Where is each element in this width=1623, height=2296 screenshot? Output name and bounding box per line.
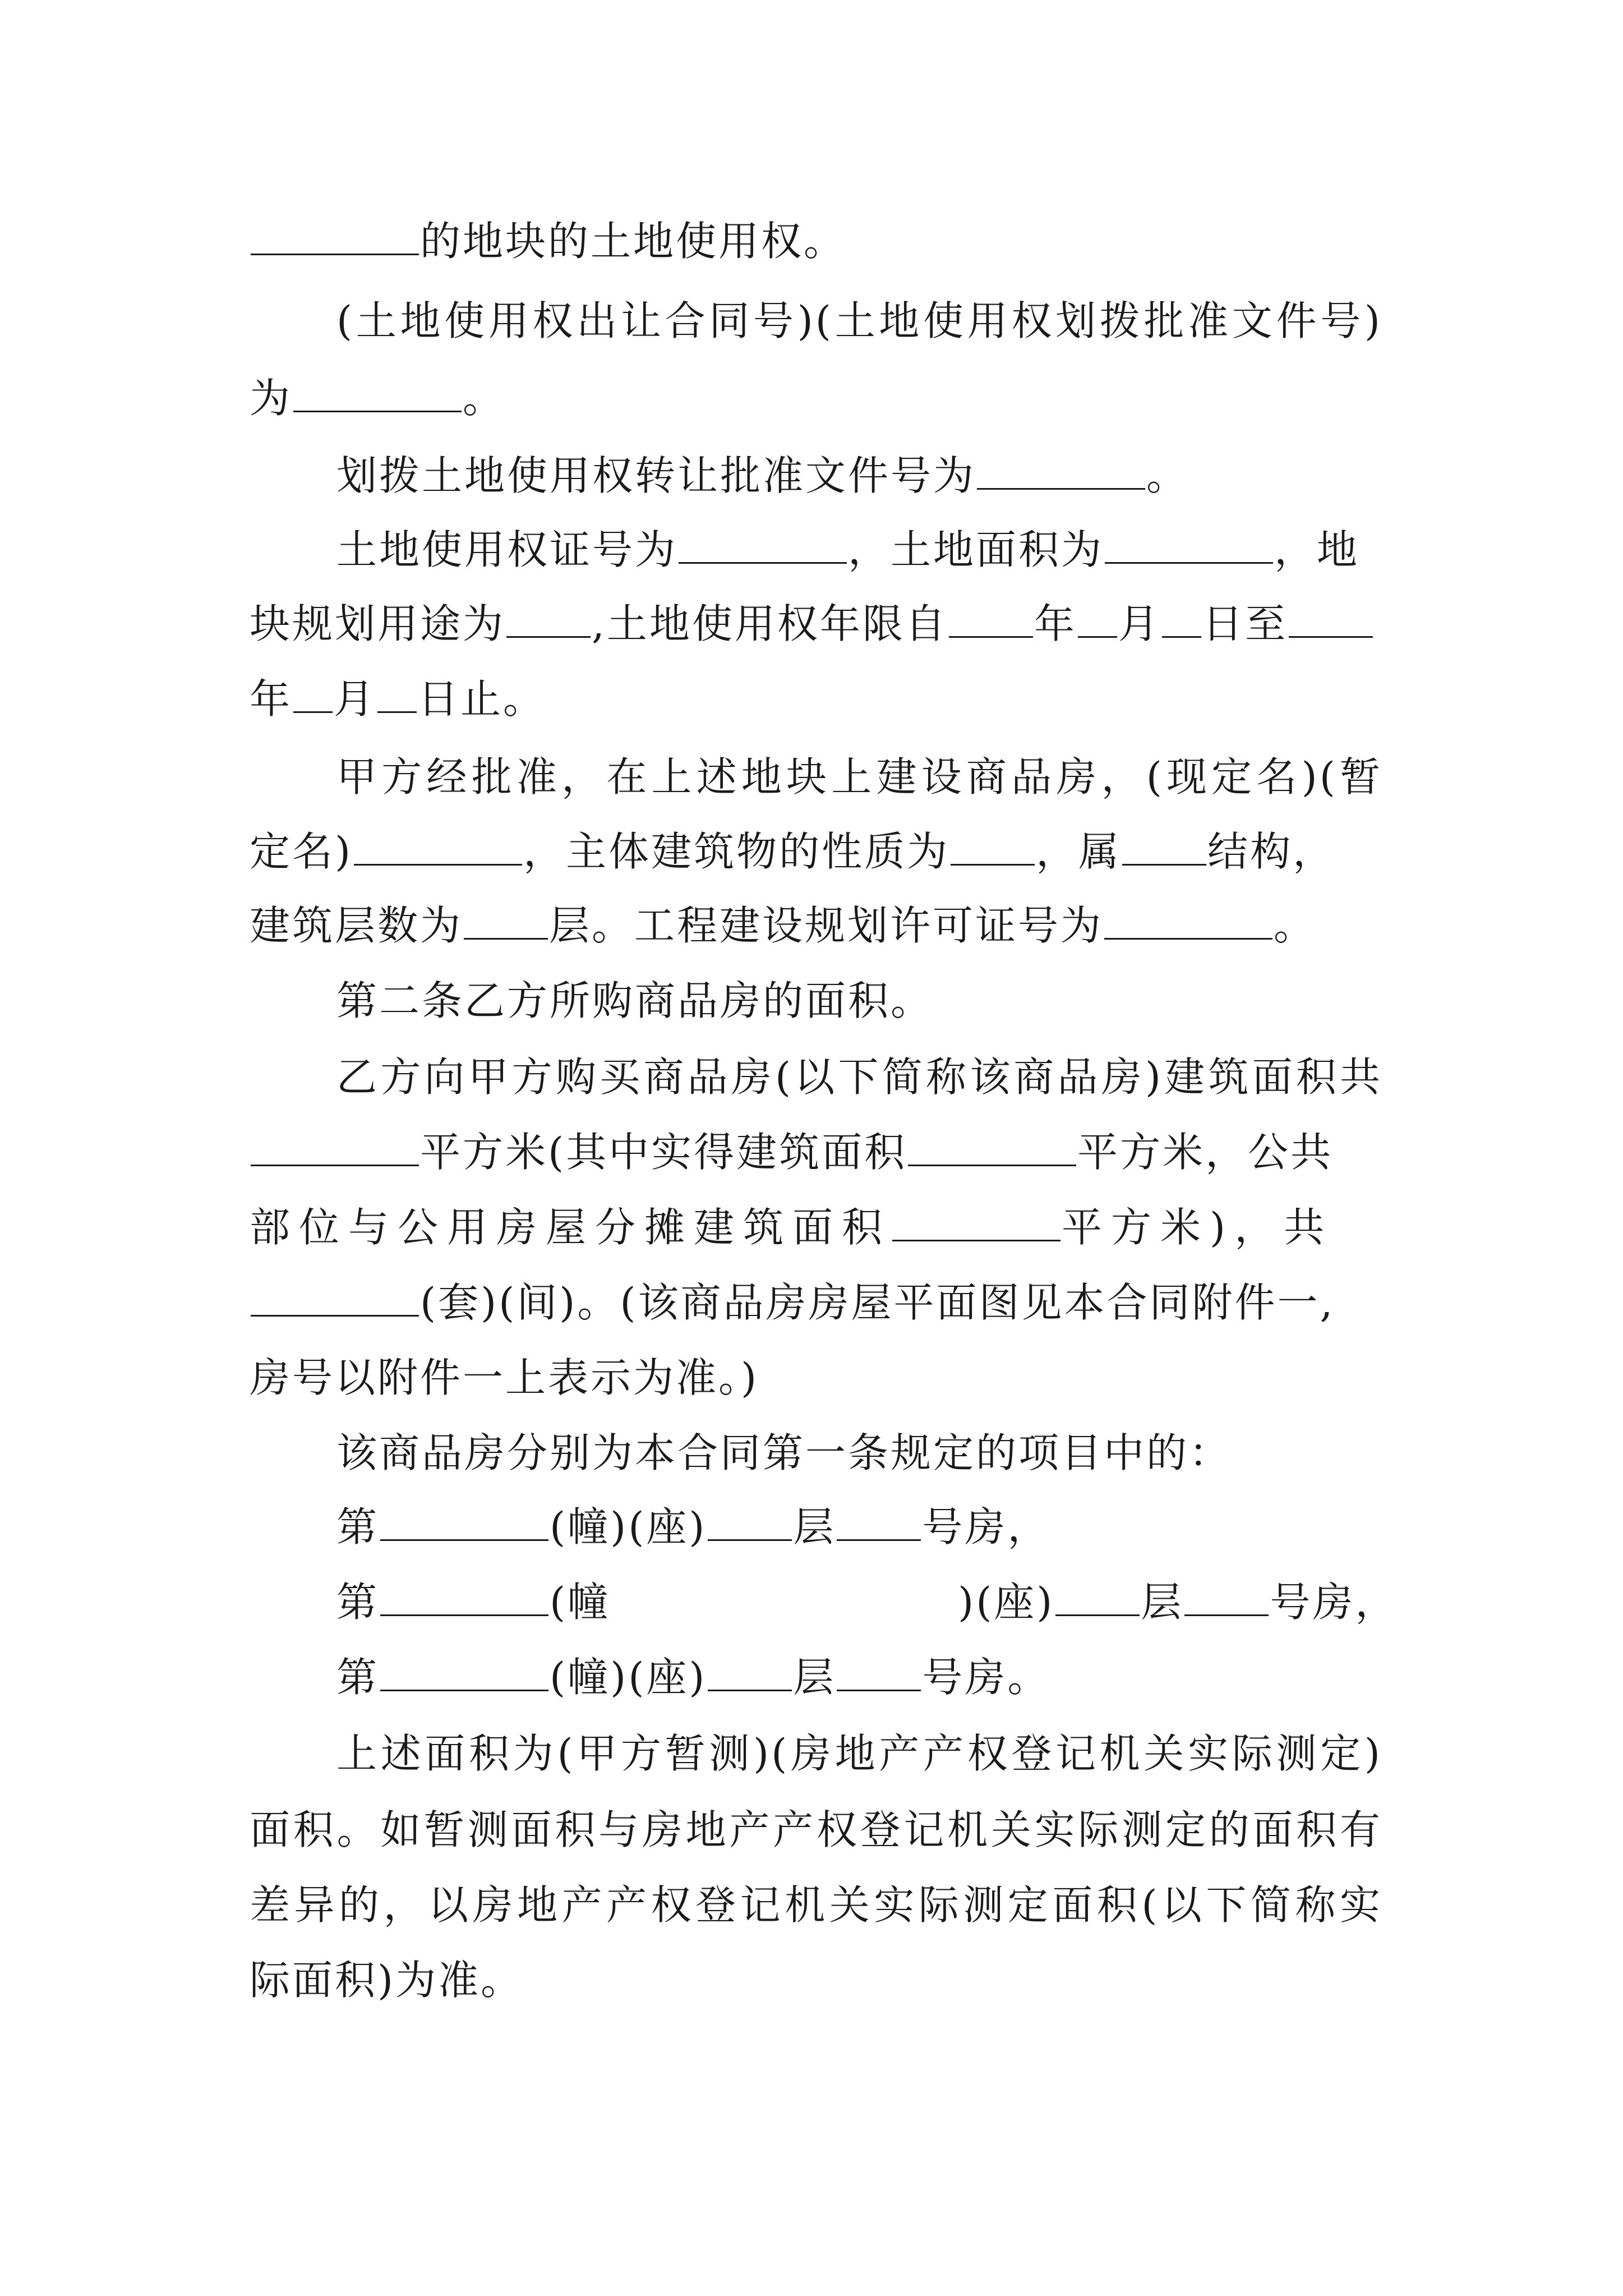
text-segment: 为 xyxy=(250,375,293,422)
text-line-room-number-note xyxy=(250,1350,1382,1406)
text-segment: 。 xyxy=(1146,452,1189,499)
text-segment: )(座) xyxy=(958,1579,1055,1626)
blank-field[interactable] xyxy=(951,825,1035,866)
text-segment: 月 xyxy=(1118,600,1161,647)
blank-field[interactable] xyxy=(464,899,548,940)
text-line-land-use-term xyxy=(250,596,1382,652)
text-segment: 号房。 xyxy=(922,1654,1050,1701)
section-heading-article-2 xyxy=(336,973,1382,1029)
text-line-term-end xyxy=(250,671,1382,727)
text-line-measurement-difference xyxy=(250,1802,1382,1858)
text-line-area-detail xyxy=(250,1124,1382,1180)
blank-field[interactable] xyxy=(380,1650,548,1691)
text-segment: 日止。 xyxy=(418,675,546,723)
text-segment: 第 xyxy=(336,1579,380,1626)
blank-field[interactable] xyxy=(837,1650,921,1691)
text-line-land-parcel xyxy=(250,213,1382,269)
text-segment: (土地使用权出让合同号)(土地使用权划拨批准文件号) xyxy=(336,297,1382,344)
text-segment: 层。工程建设规划许可证号为 xyxy=(549,902,1104,949)
text-segment: 层 xyxy=(793,1654,836,1701)
blank-field[interactable] xyxy=(1184,1575,1269,1616)
text-segment: 年 xyxy=(1034,600,1077,647)
blank-field[interactable] xyxy=(506,597,591,638)
text-segment: (套)(间)。(该商品房房屋平面图见本合同附件一, xyxy=(420,1279,1335,1326)
blank-field[interactable] xyxy=(377,672,417,713)
text-segment: 层 xyxy=(793,1503,836,1550)
text-line-area-measurement xyxy=(336,1726,1382,1782)
text-line-shared-area xyxy=(250,1199,1382,1255)
text-segment: (幢)(座) xyxy=(550,1654,707,1701)
blank-field[interactable] xyxy=(1105,523,1273,564)
text-segment: 第 xyxy=(336,1503,380,1550)
text-segment: 。 xyxy=(1274,902,1317,949)
text-line-unit-3 xyxy=(336,1649,1382,1705)
blank-field[interactable] xyxy=(837,1500,921,1541)
blank-field[interactable] xyxy=(293,672,333,713)
text-segment: 平方米(其中实得建筑面积 xyxy=(420,1129,907,1176)
text-segment: 的地块的土地使用权。 xyxy=(420,218,847,265)
text-line-actual-area xyxy=(250,1877,1382,1933)
blank-field[interactable] xyxy=(708,1650,792,1691)
text-segment: 房号以附件一上表示为准。) xyxy=(250,1354,759,1401)
text-segment: 月 xyxy=(334,675,377,723)
blank-field[interactable] xyxy=(251,214,419,255)
text-segment: 土地使用权证号为 xyxy=(336,526,678,573)
blank-field[interactable] xyxy=(380,1575,548,1616)
text-segment: ，地 xyxy=(1274,526,1360,573)
blank-field[interactable] xyxy=(908,1125,1076,1166)
text-segment: ，土地面积为 xyxy=(848,526,1104,573)
text-line-contract-number-value xyxy=(250,370,1382,426)
text-segment: 第 xyxy=(336,1654,380,1701)
text-line-building-nature xyxy=(250,823,1382,880)
text-segment: 部位与公用房屋分摊建筑面积 xyxy=(250,1204,892,1251)
blank-field[interactable] xyxy=(1104,899,1272,940)
blank-field[interactable] xyxy=(1162,597,1201,638)
text-segment: 面积。如暂测面积与房地产产权登记机关实际测定的面积有 xyxy=(250,1806,1382,1853)
blank-field[interactable] xyxy=(1055,1575,1140,1616)
blank-field[interactable] xyxy=(251,1276,419,1317)
blank-field[interactable] xyxy=(977,449,1145,490)
text-segment: 际面积)为准。 xyxy=(250,1957,524,2004)
text-line-floors xyxy=(250,898,1382,954)
blank-field[interactable] xyxy=(1078,597,1117,638)
text-segment: 。 xyxy=(463,375,506,422)
blank-field[interactable] xyxy=(892,1200,1061,1241)
text-segment: 号房， xyxy=(1270,1579,1398,1626)
text-segment: 年 xyxy=(250,675,293,723)
text-line-actual-area-end xyxy=(250,1952,1382,2008)
text-segment: 甲方经批准，在上述地块上建设商品房，(现定名)(暂 xyxy=(336,753,1382,800)
text-segment: 乙方向甲方购买商品房(以下简称该商品房)建筑面积共 xyxy=(336,1053,1382,1101)
text-segment: 上述面积为(甲方暂测)(房地产产权登记机关实际测定) xyxy=(336,1730,1382,1777)
blank-field[interactable] xyxy=(1289,597,1373,638)
text-line-project-items xyxy=(336,1425,1382,1481)
text-segment: 差异的，以房地产产权登记机关实际测定面积(以下简称实 xyxy=(250,1881,1382,1929)
blank-field[interactable] xyxy=(679,523,847,564)
blank-field[interactable] xyxy=(293,371,462,412)
text-segment: (幢)(座) xyxy=(550,1503,707,1550)
text-segment: 平方米)，共 xyxy=(1062,1204,1334,1251)
text-line-approval xyxy=(336,749,1382,805)
text-segment: (幢 xyxy=(550,1579,611,1626)
text-segment: ，主体建筑物的性质为 xyxy=(523,828,950,875)
text-segment: ,土地使用权年限自 xyxy=(592,600,948,647)
text-line-unit-1 xyxy=(336,1499,1382,1555)
text-segment: 平方米，公共 xyxy=(1077,1129,1334,1176)
blank-field[interactable] xyxy=(1122,825,1206,866)
text-line-land-certificate xyxy=(336,522,1382,578)
text-segment: 号房， xyxy=(922,1503,1050,1550)
text-line-contract-number xyxy=(336,293,1382,349)
blank-field[interactable] xyxy=(708,1500,792,1541)
blank-field[interactable] xyxy=(251,1125,419,1166)
text-segment: 块规划用途为 xyxy=(250,600,506,647)
blank-field[interactable] xyxy=(380,1500,548,1541)
text-segment: ，属 xyxy=(1036,828,1122,875)
text-segment: 结构， xyxy=(1207,828,1336,875)
text-segment: 第二条乙方所购商品房的面积。 xyxy=(336,977,934,1024)
text-segment: 日至 xyxy=(1202,600,1288,647)
text-segment: 划拨土地使用权转让批准文件号为 xyxy=(336,452,976,499)
text-segment: 建筑层数为 xyxy=(250,902,463,949)
text-segment: 层 xyxy=(1141,1579,1184,1626)
blank-field[interactable] xyxy=(949,597,1033,638)
text-line-unit-2 xyxy=(336,1574,1398,1630)
text-line-units xyxy=(250,1274,1382,1331)
text-line-purchase-area xyxy=(336,1049,1382,1105)
text-segment: 该商品房分别为本合同第一条规定的项目中的： xyxy=(336,1429,1232,1476)
text-line-transfer-approval xyxy=(336,448,1382,504)
text-segment: 定名) xyxy=(250,828,353,875)
blank-field[interactable] xyxy=(354,825,522,866)
